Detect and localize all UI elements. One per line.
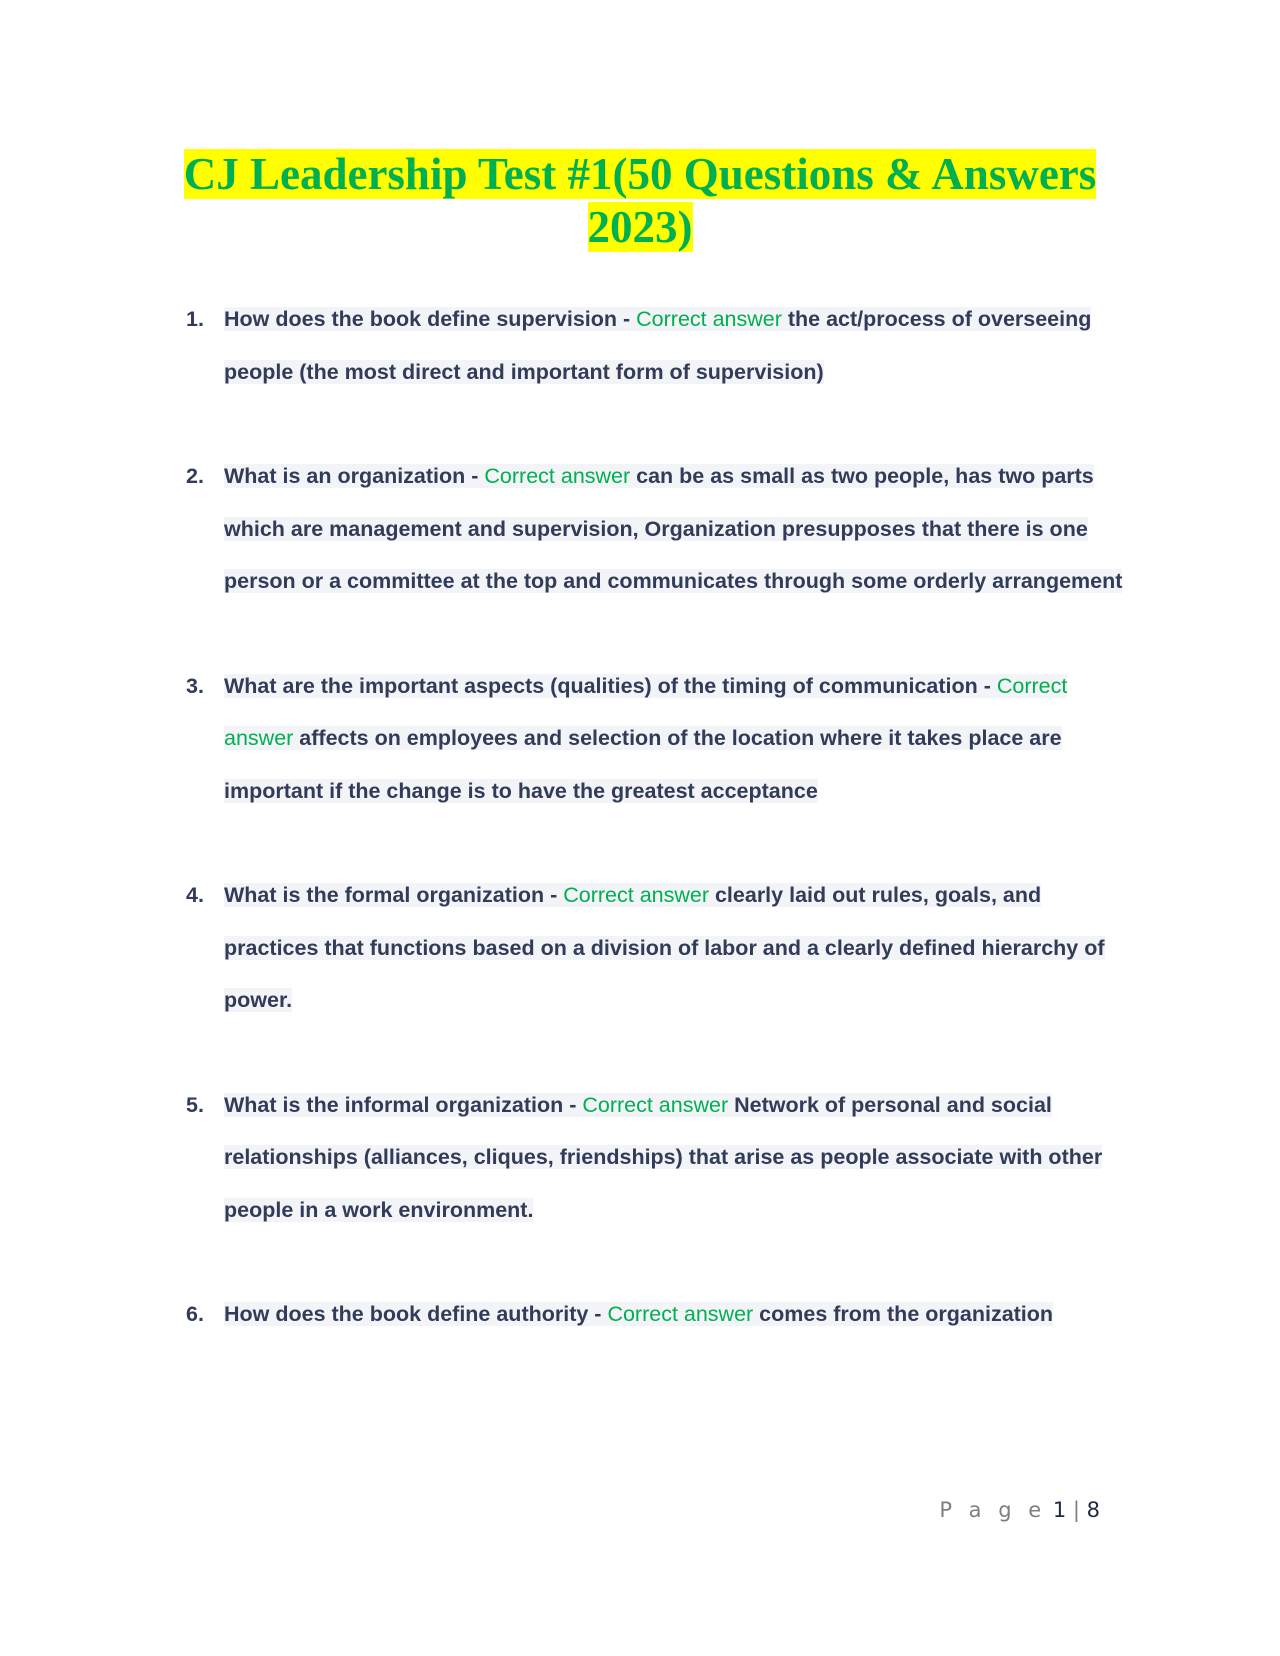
list-item: [186, 1079, 1126, 1237]
answer-label: Correct answer: [607, 1302, 754, 1326]
page-separator: |: [1066, 1498, 1087, 1522]
question-text: What are the important aspects (qualities) of the timing of communication -: [224, 673, 997, 698]
answer-label: Correct answer: [582, 1092, 729, 1117]
question-text: How does the book define authority -: [224, 1302, 608, 1326]
answer-text: the act/process of overseeing people (the most direct and important form of supervision): [224, 307, 1092, 384]
list-item: [186, 660, 1126, 818]
answer-label: Correct answer: [224, 673, 1068, 750]
answer-text: affects on employees and selection of the location where it takes place are important if the change is to have the greatest acceptance: [224, 726, 1062, 803]
question-body: [224, 1288, 1126, 1341]
page-number: 1: [1052, 1498, 1067, 1522]
question-body: [224, 869, 1126, 1027]
question-number: 6.: [186, 1302, 204, 1326]
answer-label: Correct answer: [563, 883, 709, 907]
question-text: What is the formal organization -: [224, 883, 564, 907]
answer-text: clearly laid out rules, goals, and practices that functions based on a division of labor and a clearly defined hierarchy of power.: [224, 883, 1105, 1012]
question-list: [186, 293, 1126, 1393]
list-item: [186, 293, 1126, 398]
question-body: [224, 1079, 1126, 1237]
question-text: What is an organization -: [224, 464, 485, 488]
list-item: [186, 869, 1126, 1027]
answer-text: comes from the organization: [753, 1302, 1054, 1326]
question-number: 1.: [186, 307, 204, 331]
question-number: 4.: [186, 883, 204, 907]
list-item: [186, 450, 1126, 608]
page-total: 8: [1086, 1498, 1100, 1522]
answer-text: Network of personal and social relationships (alliances, cliques, friendships) that arise as people associate with other people in a work environment.: [224, 1092, 1103, 1222]
document-title-text: CJ Leadership Test #1(50 Questions & Answers 2023): [183, 149, 1097, 252]
page-indicator: [1053, 1498, 1100, 1522]
page-word: P a g e: [939, 1498, 1047, 1522]
question-body: [224, 293, 1126, 398]
question-number: 5.: [186, 1092, 204, 1117]
question-body: [224, 450, 1126, 608]
page-footer: [860, 1498, 1100, 1522]
question-number: 2.: [186, 464, 204, 488]
question-number: 3.: [186, 673, 204, 698]
document-title: [150, 148, 1130, 254]
answer-text: can be as small as two people, has two parts which are management and supervision, Organization presupposes that there is one person or a committee at the top and communicates through some orderly arrangement: [224, 464, 1123, 593]
question-text: What is the informal organization -: [224, 1092, 583, 1117]
list-item: [186, 1288, 1126, 1341]
question-body: [224, 660, 1126, 818]
question-text: How does the book define supervision -: [224, 307, 637, 331]
answer-label: Correct answer: [484, 464, 631, 488]
answer-label: Correct answer: [636, 307, 782, 331]
